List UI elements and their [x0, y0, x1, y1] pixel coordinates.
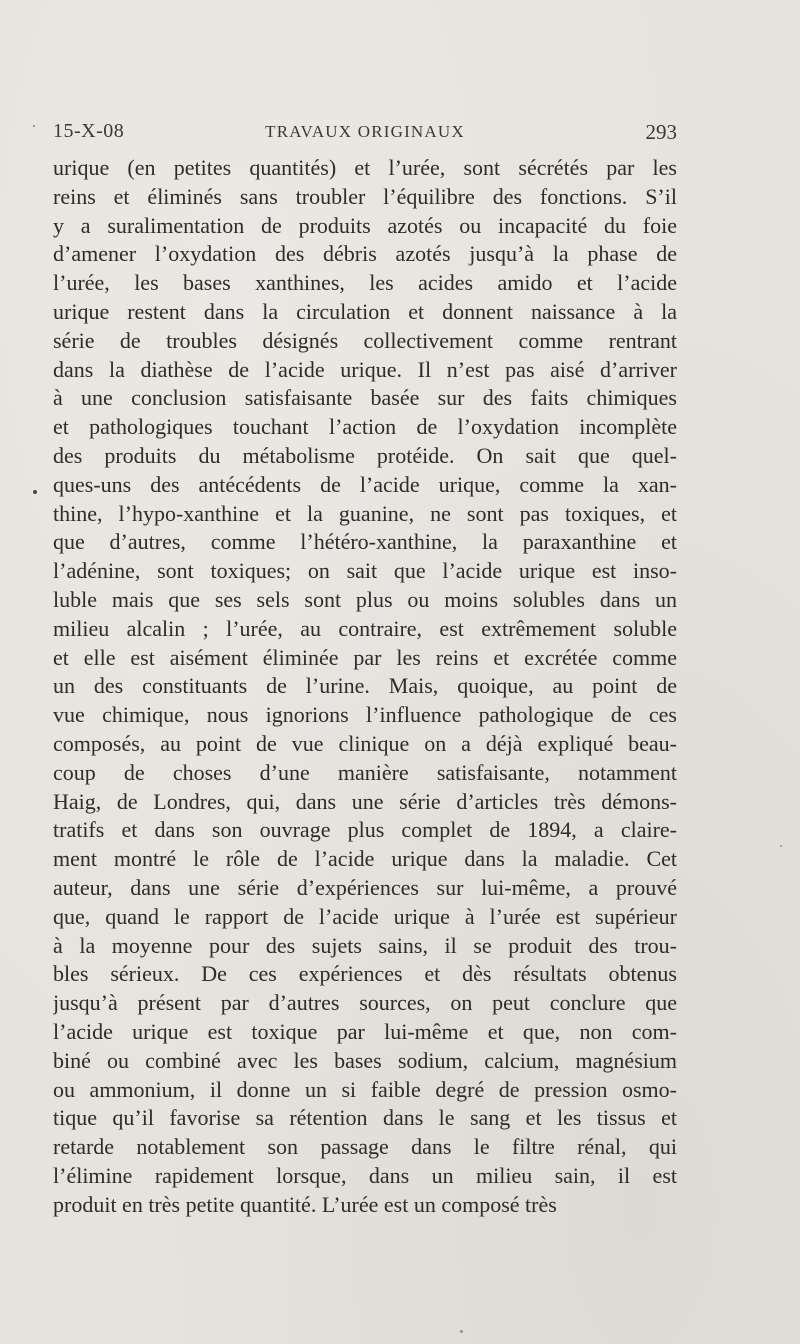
text-line-18: et elle est aisément éliminée par les reins et excrétée comme [53, 644, 677, 670]
text-line-21: composés, au point de vue clinique on a déjà expliqué beau- [53, 730, 677, 756]
text-line-30: jusqu’à présent par d’autres sources, on peut conclure que [53, 990, 677, 1016]
text-line-36: l’élimine rapidement lorsque, dans un milieu sain, il est [53, 1162, 677, 1188]
text-line-8: dans la diathèse de l’acide urique. Il n’est pas aisé d’arriver [53, 356, 677, 382]
text-line-5: l’urée, les bases xanthines, les acides amido et l’acide [53, 270, 677, 296]
text-line-10: et pathologiques touchant l’action de l’oxydation incomplète [53, 414, 677, 440]
text-line-6: urique restent dans la circulation et donnent naissance à la [53, 298, 677, 324]
text-line-1: urique (en petites quantités) et l’urée, sont sécrétés par les [53, 155, 677, 180]
text-line-31: l’acide urique est toxique par lui-même et que, non com- [53, 1018, 677, 1044]
text-line-34: tique qu’il favorise sa rétention dans le sang et les tissus et [53, 1105, 677, 1131]
margin-dot [780, 845, 782, 847]
text-line-7: série de troubles désignés collectivement comme rentrant [53, 327, 677, 353]
text-line-29: bles sérieux. De ces expériences et dès résultats obtenus [53, 961, 677, 987]
text-line-20: vue chimique, nous ignorions l’influence pathologique de ces [53, 702, 677, 728]
text-line-15: l’adénine, sont toxiques; on sait que l’acide urique est inso- [53, 558, 677, 584]
text-line-9: à une conclusion satisfaisante basée sur des faits chimiques [53, 385, 677, 411]
text-line-17: milieu alcalin ; l’urée, au contraire, est extrêmement soluble [53, 615, 677, 641]
body-paragraph [53, 154, 677, 1219]
margin-dot [33, 125, 35, 127]
text-line-13: thine, l’hypo-xanthine et la guanine, ne sont pas toxiques, et [53, 500, 677, 526]
page-number: 293 [645, 120, 677, 144]
text-line-19: un des constituants de l’urine. Mais, quoique, au point de [53, 673, 677, 699]
text-line-12: ques-uns des antécédents de l’acide urique, comme la xan- [53, 471, 677, 497]
text-line-25: ment montré le rôle de l’acide urique dans la maladie. Cet [53, 846, 677, 872]
text-line-23: Haig, de Londres, qui, dans une série d’articles très démons- [53, 788, 677, 814]
margin-dot [460, 1330, 463, 1333]
text-line-24: tratifs et dans son ouvrage plus complet de 1894, a claire- [53, 817, 677, 843]
text-line-4: d’amener l’oxydation des débris azotés jusqu’à la phase de [53, 241, 677, 267]
running-header [53, 120, 677, 150]
text-line-32: biné ou combiné avec les bases sodium, calcium, magnésium [53, 1047, 677, 1073]
header-section-title: TRAVAUX ORIGINAUX [265, 122, 465, 141]
text-line-26: auteur, dans une série d’expériences sur lui-même, a prouvé [53, 874, 677, 900]
text-line-37: produit en très petite quantité. L’urée est un composé très [53, 1191, 557, 1217]
header-date: 15-X-08 [53, 120, 125, 142]
text-line-35: retarde notablement son passage dans le filtre rénal, qui [53, 1134, 677, 1160]
text-line-28: à la moyenne pour des sujets sains, il se produit des trou- [53, 932, 677, 958]
text-line-16: luble mais que ses sels sont plus ou moins solubles dans un [53, 586, 677, 612]
text-line-3: y a suralimentation de produits azotés ou incapacité du foie [53, 212, 677, 238]
text-line-33: ou ammonium, il donne un si faible degré de pression osmo- [53, 1076, 677, 1102]
text-line-14: que d’autres, comme l’hétéro-xanthine, la paraxanthine et [53, 529, 677, 555]
text-line-27: que, quand le rapport de l’acide urique à l’urée est supérieur [53, 903, 677, 929]
text-line-22: coup de choses d’une manière satisfaisante, notamment [53, 759, 677, 785]
margin-dot [33, 490, 37, 494]
text-line-2: reins et éliminés sans troubler l’équilibre des fonctions. S’il [53, 183, 677, 209]
text-line-11: des produits du métabolisme protéide. On sait que quel- [53, 442, 677, 468]
